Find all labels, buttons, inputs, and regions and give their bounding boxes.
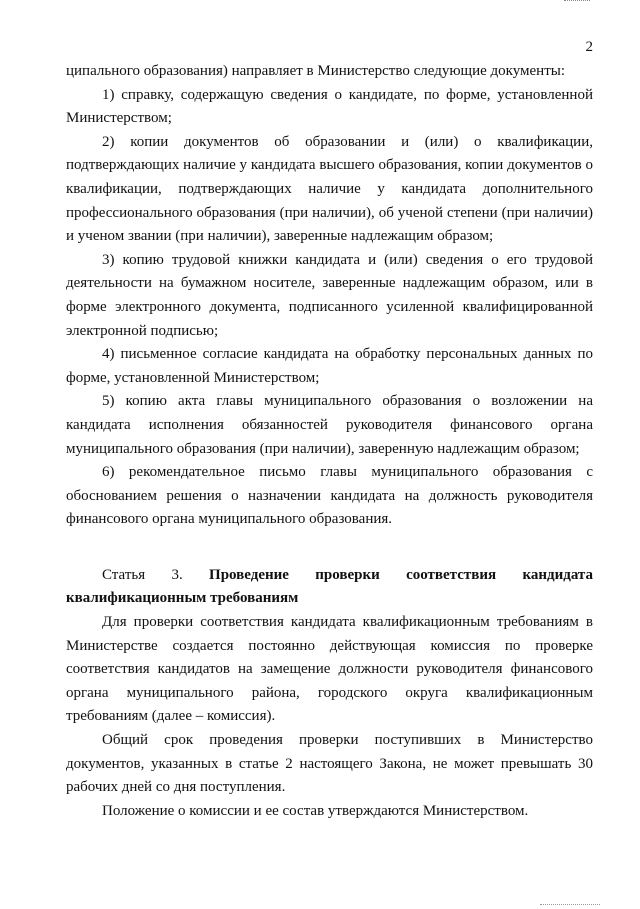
page-number: 2 <box>585 39 593 55</box>
scan-mark <box>564 0 590 4</box>
list-item-4: 4) письменное согласие кандидата на обработку персональных данных по форме, установленной Министерством; <box>66 346 593 386</box>
list-item-2: 2) копии документов об образовании и (или) о квалификации, подтверждающих наличие у кандидата высшего образования, копии документов о квалификации, подтверждающих наличие у кандидата дополнительного профессионального образования (при наличии), об ученой степени (при наличии) и ученом звании (при наличии), заверенные надлежащим образом; <box>66 133 593 245</box>
article-label: Статья 3. <box>102 566 210 583</box>
article-3 <box>66 564 593 824</box>
paragraph-continuation: ципального образования) направляет в Министерство следующие документы: <box>66 63 566 79</box>
list-item-5: 5) копию акта главы муниципального образования о возложении на кандидата исполнения обязанностей руководителя финансового органа муниципального образования (при наличии), заверенную надлежащим образом; <box>66 393 593 457</box>
scan-mark-bottom <box>540 902 600 905</box>
document-body <box>66 60 593 823</box>
article-paragraph-1: Для проверки соответствия кандидата квалификационным требованиям в Министерстве создается постоянно действующая комиссия по проверке соответствия кандидатов на замещение должности руководителя финансового органа муниципального района, городского округа квалификационным требованиям (далее – комиссия). <box>66 614 593 725</box>
list-item-6: 6) рекомендательное письмо главы муниципального образования с обоснованием решения о назначении кандидата на должность руководителя финансового органа муниципального образования. <box>66 464 593 528</box>
article-paragraph-2: Общий срок проведения проверки поступивших в Министерство документов, указанных в статье 2 настоящего Закона, не может превышать 30 рабочих дней со дня поступления. <box>66 732 593 796</box>
article-title: Проведение проверки соответствия кандидата квалификационным требованиям <box>66 566 593 607</box>
article-heading-line <box>66 564 593 611</box>
list-item-3: 3) копию трудовой книжки кандидата и (или) сведения о его трудовой деятельности на бумажном носителе, заверенные надлежащим образом, или в форме электронного документа, подписанного усиленной квалифицированной электронной подписью; <box>66 251 593 339</box>
list-item-1: 1) справку, содержащую сведения о кандидате, по форме, установленной Министерством; <box>66 86 593 127</box>
article-paragraph-3: Положение о комиссии и ее состав утверждаются Министерством. <box>102 802 529 819</box>
